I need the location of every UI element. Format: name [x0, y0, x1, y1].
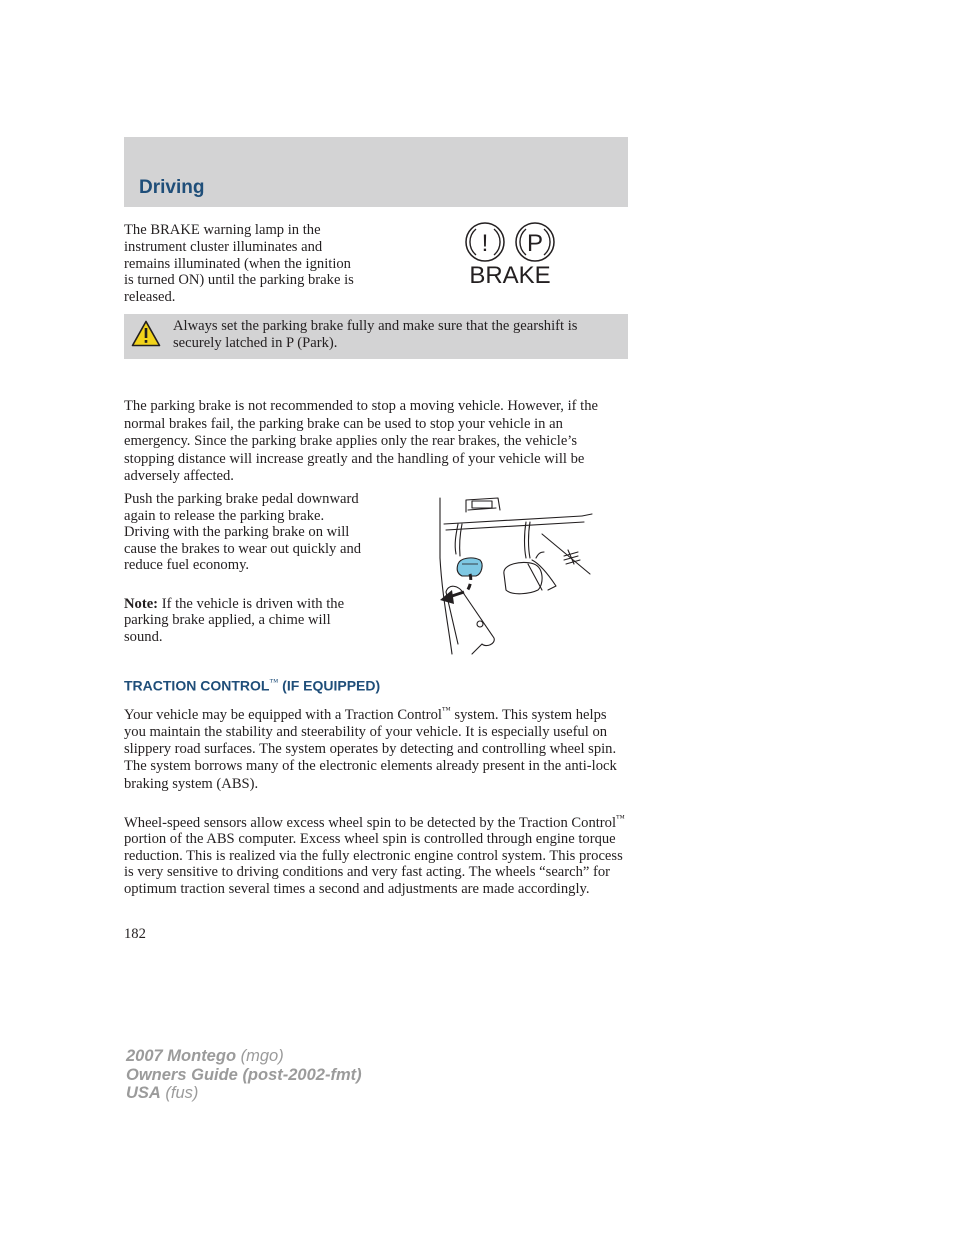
release-paragraph: Push the parking brake pedal downward again to release the parking brake. Driving with the parking brake on will cause the brakes to wear out quickly and reduce fuel economy.: [124, 491, 362, 574]
warning-triangle-icon: [131, 320, 161, 347]
brake-park-glyph: P: [526, 230, 544, 257]
traction-p2-end: portion of the ABS computer. Excess wheel spin is controlled through engine torque reduction. This is realized via the fully electronic engine control system. This process is very sensitive to driving conditions and very fast acting. The wheels “search” for optimum traction several times a second and adjustments are made accordingly.: [124, 831, 623, 897]
trademark-mark: ™: [441, 705, 451, 715]
footer-region: USA: [126, 1084, 161, 1102]
brake-warning-symbol: [460, 222, 560, 286]
traction-heading-main: TRACTION CONTROL: [124, 677, 270, 694]
trademark-mark: ™: [616, 813, 625, 823]
traction-p1-end: system. This system helps you maintain the stability and steerability of your vehicle. It is especially useful on slippery road surfaces. The system operates by detecting and controlling wheel spin. The system borrows many of the electronic elements already present in the anti-lock braking system (ABS).: [124, 706, 617, 792]
parking-brake-paragraph: The parking brake is not recommended to stop a moving vehicle. However, if the normal brakes fail, the parking brake can be used to stop your vehicle in an emergency. Since the parking brake applies only the rear brakes, the vehicle’s stopping distance will increase greatly and the handling of your vehicle will be adversely affected.: [124, 398, 598, 485]
note-label: Note:: [124, 596, 159, 612]
traction-heading-tail: (IF EQUIPPED): [278, 677, 381, 694]
section-title: Driving: [139, 177, 205, 198]
footer-model-code: (mgo): [236, 1047, 284, 1065]
footer-region-code: (fus): [160, 1084, 199, 1102]
page-number: 182: [124, 926, 146, 942]
traction-p1-start: Your vehicle may be equipped with a Traction Control: [124, 706, 442, 723]
footer-guide: Owners Guide (post-2002-fmt): [126, 1065, 362, 1084]
traction-paragraph-1: [124, 702, 630, 793]
brake-exclaim-glyph: !: [481, 230, 489, 257]
trademark-mark: ™: [269, 677, 279, 687]
traction-control-heading: [124, 677, 380, 694]
park-circle-icon: [516, 223, 554, 261]
exclamation-circle-icon: [466, 223, 504, 261]
document-footer: [126, 1047, 362, 1103]
intro-paragraph: The BRAKE warning lamp in the instrument cluster illuminates and remains illuminated (when the ignition is turned ON) until the parking brake is released.: [124, 222, 354, 306]
traction-paragraph-2: [124, 810, 630, 897]
brake-label: BRAKE: [469, 262, 551, 286]
release-arrow-icon: [440, 590, 454, 604]
note-paragraph: [124, 596, 369, 645]
warning-text: Always set the parking brake fully and make sure that the gearshift is securely latched in P (Park).: [173, 318, 578, 351]
parking-brake-pedal-illustration: [432, 494, 594, 658]
footer-model: 2007 Montego: [126, 1047, 237, 1065]
traction-p2-start: Wheel-speed sensors allow excess wheel spin to be detected by the Traction Control: [124, 814, 617, 831]
note-text: If the vehicle is driven with the parking brake applied, a chime will sound.: [124, 596, 345, 645]
